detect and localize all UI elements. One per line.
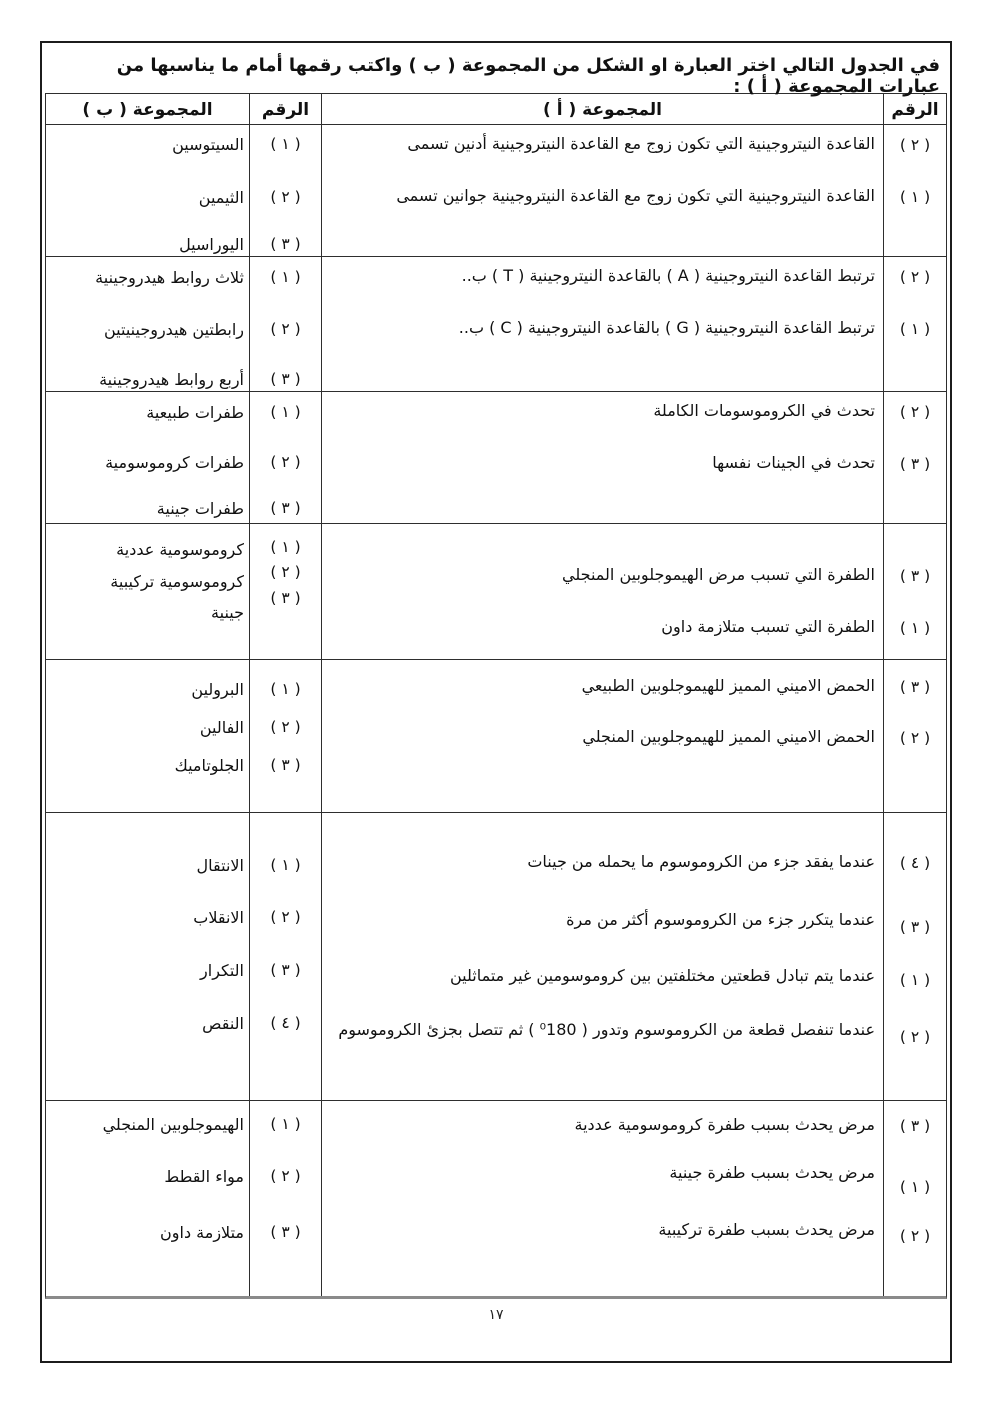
answer-number: ( ١ ) xyxy=(899,320,931,338)
statement-a: القاعدة النيتروجينية التي تكون زوج مع القاعدة النيتروجينية أدنين تسمى xyxy=(407,134,875,153)
group-b-number-cell xyxy=(249,813,321,1100)
option-b: طفرات جينية xyxy=(156,499,244,518)
group-b-text-cell xyxy=(46,813,249,1100)
option-number: ( ٣ ) xyxy=(270,961,301,979)
group-a-number-cell xyxy=(883,524,946,659)
answer-number: ( ٢ ) xyxy=(899,136,931,154)
option-b: السيتوسين xyxy=(172,135,244,154)
option-b: الجلوتاميك xyxy=(174,756,244,775)
option-b: الثيمين xyxy=(198,188,244,207)
answer-number: ( ١ ) xyxy=(899,971,931,989)
option-number: ( ٣ ) xyxy=(270,589,301,607)
option-number: ( ٢ ) xyxy=(270,908,301,926)
page-number: ١٧ xyxy=(488,1307,504,1323)
option-number: ( ٢ ) xyxy=(270,563,301,581)
group-b-text-cell xyxy=(46,660,249,812)
option-b: أربع روابط هيدروجينية xyxy=(99,370,244,389)
group-a-text-cell xyxy=(321,524,883,659)
option-number: ( ٤ ) xyxy=(270,1014,301,1032)
group-a-number-cell xyxy=(883,392,946,523)
option-number: ( ١ ) xyxy=(270,856,301,874)
option-b: الهيموجلوبين المنجلي xyxy=(102,1115,244,1134)
col-header-group-b: المجموعة ( ب ) xyxy=(82,99,213,120)
option-number: ( ١ ) xyxy=(270,403,301,421)
group-a-text-cell xyxy=(321,660,883,812)
answer-number: ( ١ ) xyxy=(899,1178,931,1196)
table-section xyxy=(46,524,946,660)
group-a-number-cell xyxy=(883,125,946,256)
statement-a: تحدث في الجينات نفسها xyxy=(712,453,875,472)
option-number: ( ٢ ) xyxy=(270,188,301,206)
answer-number: ( ٣ ) xyxy=(899,678,931,696)
option-b: طفرات طبيعية xyxy=(146,403,244,422)
option-number: ( ٣ ) xyxy=(270,499,301,517)
option-b: الانتقال xyxy=(196,856,244,875)
table-header-row xyxy=(46,94,946,125)
answer-number: ( ٢ ) xyxy=(899,268,931,286)
option-number: ( ٢ ) xyxy=(270,453,301,471)
group-a-text-cell xyxy=(321,125,883,256)
group-b-text-cell xyxy=(46,1101,249,1296)
matching-table xyxy=(45,93,947,1299)
table-section xyxy=(46,257,946,392)
option-b: طفرات كروموسومية xyxy=(105,453,244,472)
statement-a: مرض يحدث بسبب طفرة جينية xyxy=(669,1163,875,1182)
option-b: جينية xyxy=(211,603,244,622)
statement-a: الحمض الاميني المميز للهيموجلوبين المنجلي xyxy=(582,727,875,746)
group-a-text-cell xyxy=(321,813,883,1100)
option-b: كروموسومية تركيبية xyxy=(110,572,244,591)
option-number: ( ١ ) xyxy=(270,135,301,153)
table-section xyxy=(46,125,946,257)
option-b: ثلاث روابط هيدروجينية xyxy=(95,268,244,287)
option-number: ( ١ ) xyxy=(270,680,301,698)
option-b: البرولين xyxy=(191,680,244,699)
group-b-text-cell xyxy=(46,524,249,659)
option-b: متلازمة داون xyxy=(160,1223,244,1242)
option-b: اليوراسيل xyxy=(179,235,244,254)
answer-number: ( ١ ) xyxy=(899,188,931,206)
statement-a: الطفرة التي تسبب متلازمة داون xyxy=(661,617,875,636)
table-section xyxy=(46,813,946,1101)
statement-a: القاعدة النيتروجينية التي تكون زوج مع القاعدة النيتروجينية جوانين تسمى xyxy=(396,186,875,205)
group-b-text-cell xyxy=(46,125,249,256)
statement-a: عندما يتكرر جزء من الكروموسوم أكثر من مرة xyxy=(566,910,875,929)
group-a-text-cell xyxy=(321,257,883,391)
group-b-text-cell xyxy=(46,257,249,391)
option-number: ( ٣ ) xyxy=(270,235,301,253)
option-number: ( ١ ) xyxy=(270,538,301,556)
answer-number: ( ٣ ) xyxy=(899,455,931,473)
option-number: ( ٣ ) xyxy=(270,1223,301,1241)
statement-a: عندما يفقد جزء من الكروموسوم ما يحمله من جينات xyxy=(527,852,875,871)
group-b-text-cell xyxy=(46,392,249,523)
group-b-number-cell xyxy=(249,257,321,391)
group-b-number-cell xyxy=(249,660,321,812)
instruction-text: في الجدول التالي اختر العبارة او الشكل من المجموعة ( ب ) واكتب رقمها أمام ما يناسبها من عبارات المجموعة ( أ ) : xyxy=(116,55,940,97)
statement-a: عندما تنفصل قطعة من الكروموسوم وتدور ( ⁰180 ) ثم تتصل بجزئ الكروموسوم xyxy=(338,1020,875,1039)
col-header-group-a: المجموعة ( أ ) xyxy=(321,94,883,124)
option-b: الفالين xyxy=(199,718,244,737)
answer-number: ( ٤ ) xyxy=(899,854,931,872)
answer-number: ( ٣ ) xyxy=(899,1117,931,1135)
option-b: رابطتين هيدروجينيتين xyxy=(104,320,244,339)
option-number: ( ١ ) xyxy=(270,1115,301,1133)
option-b: كروموسومية عددية xyxy=(116,540,244,559)
page-frame xyxy=(40,41,952,1363)
table-section xyxy=(46,392,946,524)
option-number: ( ٣ ) xyxy=(270,756,301,774)
col-header-number-a: الرقم xyxy=(883,94,946,124)
option-number: ( ١ ) xyxy=(270,268,301,286)
group-a-number-cell xyxy=(883,813,946,1100)
group-b-number-cell xyxy=(249,524,321,659)
group-a-number-cell xyxy=(883,1101,946,1296)
group-b-number-cell xyxy=(249,125,321,256)
answer-number: ( ٢ ) xyxy=(899,1028,931,1046)
option-number: ( ٣ ) xyxy=(270,370,301,388)
option-b: التكرار xyxy=(200,961,244,980)
col-header-number-b: الرقم xyxy=(249,94,321,124)
option-b: النقص xyxy=(202,1014,244,1033)
statement-a: ترتبط القاعدة النيتروجينية ( A ) بالقاعدة النيتروجينية ( T ) ب.. xyxy=(461,266,875,285)
statement-a: تحدث في الكروموسومات الكاملة xyxy=(653,401,875,420)
option-number: ( ٢ ) xyxy=(270,1167,301,1185)
table-section xyxy=(46,1101,946,1296)
statement-a: ترتبط القاعدة النيتروجينية ( G ) بالقاعدة النيتروجينية ( C ) ب.. xyxy=(458,318,875,337)
group-a-number-cell xyxy=(883,660,946,812)
group-a-text-cell xyxy=(321,392,883,523)
answer-number: ( ٢ ) xyxy=(899,403,931,421)
answer-number: ( ١ ) xyxy=(899,619,931,637)
statement-a: مرض يحدث بسبب طفرة كروموسومية عددية xyxy=(574,1115,875,1134)
answer-number: ( ٣ ) xyxy=(899,918,931,936)
option-b: مواء القطط xyxy=(164,1167,244,1186)
answer-number: ( ٢ ) xyxy=(899,1227,931,1245)
answer-number: ( ٣ ) xyxy=(899,567,931,585)
group-a-number-cell xyxy=(883,257,946,391)
option-b: الانقلاب xyxy=(193,908,244,927)
table-section xyxy=(46,660,946,813)
answer-number: ( ٢ ) xyxy=(899,729,931,747)
group-b-number-cell xyxy=(249,1101,321,1296)
statement-a: مرض يحدث بسبب طفرة تركيبية xyxy=(658,1220,875,1239)
statement-a: عندما يتم تبادل قطعتين مختلفتين بين كروموسومين غير متماثلين xyxy=(449,966,875,985)
group-b-number-cell xyxy=(249,392,321,523)
option-number: ( ٢ ) xyxy=(270,320,301,338)
statement-a: الطفرة التي تسبب مرض الهيموجلوبين المنجلي xyxy=(562,565,875,584)
statement-a: الحمض الاميني المميز للهيموجلوبين الطبيعي xyxy=(581,676,875,695)
option-number: ( ٢ ) xyxy=(270,718,301,736)
group-a-text-cell xyxy=(321,1101,883,1296)
